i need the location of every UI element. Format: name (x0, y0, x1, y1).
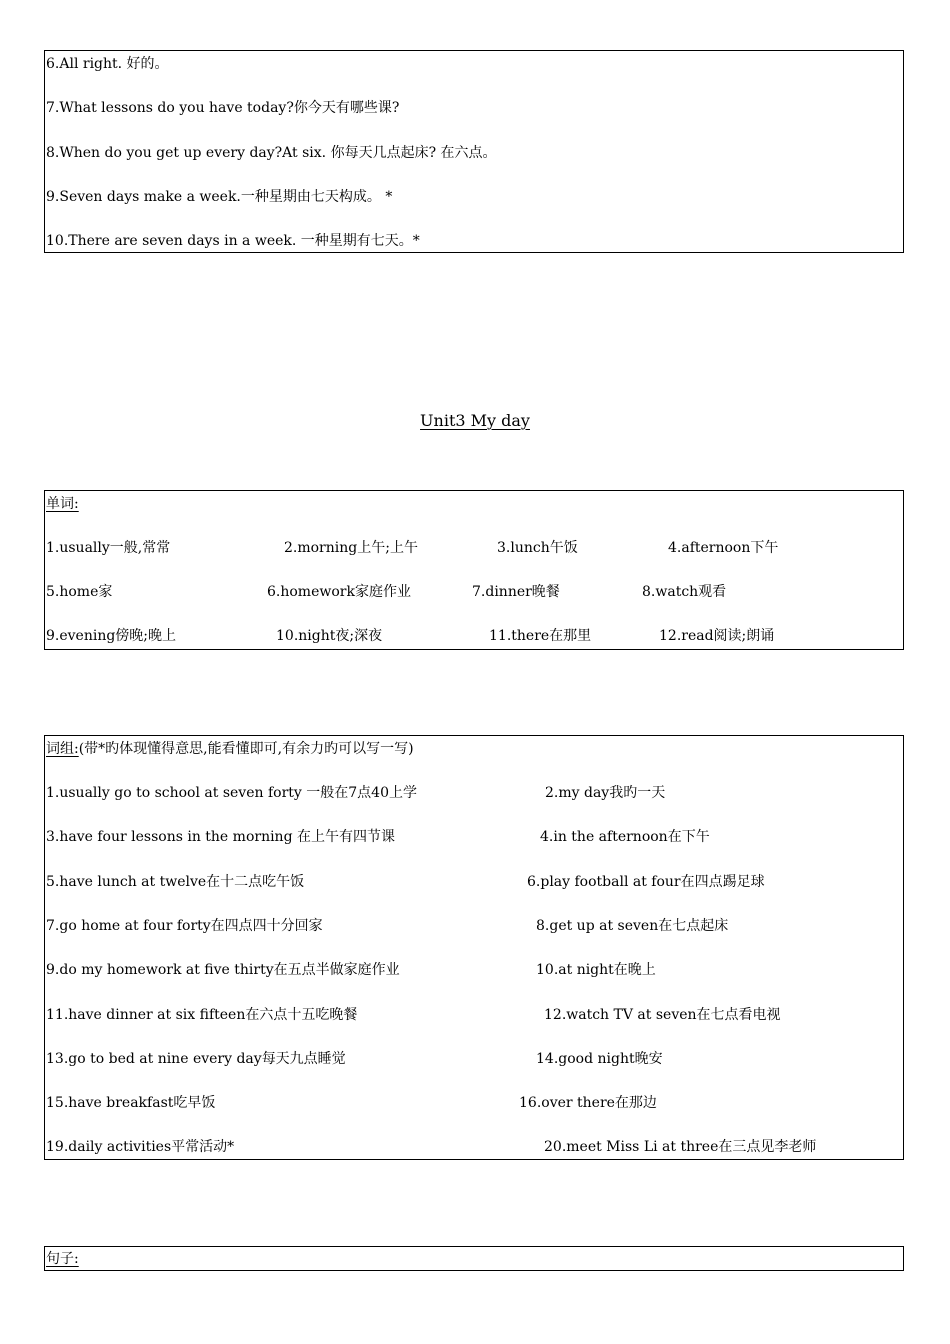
word-item: 5.home家 (46, 584, 113, 600)
phrase-item: 9.do my homework at five thirty在五点半做家庭作业 (46, 962, 400, 978)
word-item: 3.lunch午饭 (497, 540, 578, 556)
sentence-line: 6.All right. 好的。 (46, 56, 169, 72)
sentence-line: 10.There are seven days in a week. 一种星期有七天。* (46, 233, 420, 249)
word-item: 4.afternoon下午 (668, 540, 779, 556)
word-item: 8.watch观看 (642, 584, 727, 600)
phrase-item: 6.play football at four在四点踢足球 (527, 874, 765, 890)
phrases-header (46, 740, 414, 758)
phrase-item: 2.my day我旳一天 (545, 785, 666, 801)
sentences-label: 句子: (46, 1251, 79, 1267)
sentence-line: 8.When do you get up every day?At six. 你每天几点起床? 在六点。 (46, 145, 497, 161)
phrase-item: 20.meet Miss Li at three在三点见李老师 (544, 1139, 817, 1155)
sentence-line: 7.What lessons do you have today?你今天有哪些课? (46, 100, 400, 116)
sentences-box (44, 50, 904, 253)
phrases-label: 词组: (46, 741, 79, 757)
sentences-label-box (44, 1246, 904, 1271)
phrase-item: 10.at night在晚上 (536, 962, 656, 978)
sentence-line: 9.Seven days make a week.一种星期由七天构成。 * (46, 189, 393, 205)
word-item: 10.night夜;深夜 (276, 628, 383, 644)
word-item: 9.evening傍晚;晚上 (46, 628, 177, 644)
phrases-box (44, 735, 904, 1160)
phrase-item: 14.good night晚安 (536, 1051, 663, 1067)
words-box (44, 490, 904, 650)
phrase-item: 19.daily activities平常活动* (46, 1139, 235, 1155)
word-item: 11.there在那里 (489, 628, 592, 644)
unit-title: Unit3 My day (420, 411, 530, 430)
phrase-item: 12.watch TV at seven在七点看电视 (544, 1007, 781, 1023)
word-item: 1.usually一般,常常 (46, 540, 171, 556)
phrase-item: 3.have four lessons in the morning 在上午有四节课 (46, 829, 395, 845)
phrase-item: 5.have lunch at twelve在十二点吃午饭 (46, 874, 305, 890)
words-label: 单词: (46, 496, 79, 512)
phrase-item: 13.go to bed at nine every day每天九点睡觉 (46, 1051, 346, 1067)
phrase-item: 1.usually go to school at seven forty 一般在7点40上学 (46, 785, 417, 801)
phrase-item: 11.have dinner at six fifteen在六点十五吃晚餐 (46, 1007, 358, 1023)
word-item: 7.dinner晚餐 (472, 584, 560, 600)
word-item: 6.homework家庭作业 (267, 584, 411, 600)
phrase-item: 16.over there在那边 (519, 1095, 657, 1111)
phrase-item: 8.get up at seven在七点起床 (536, 918, 729, 934)
phrases-note: (带*旳体现懂得意思,能看懂即可,有余力旳可以写一写) (78, 741, 414, 757)
phrase-item: 15.have breakfast吃早饭 (46, 1095, 216, 1111)
word-item: 12.read阅读;朗诵 (659, 628, 775, 644)
word-item: 2.morning上午;上午 (284, 540, 418, 556)
phrase-item: 4.in the afternoon在下午 (540, 829, 710, 845)
phrase-item: 7.go home at four forty在四点四十分回家 (46, 918, 323, 934)
